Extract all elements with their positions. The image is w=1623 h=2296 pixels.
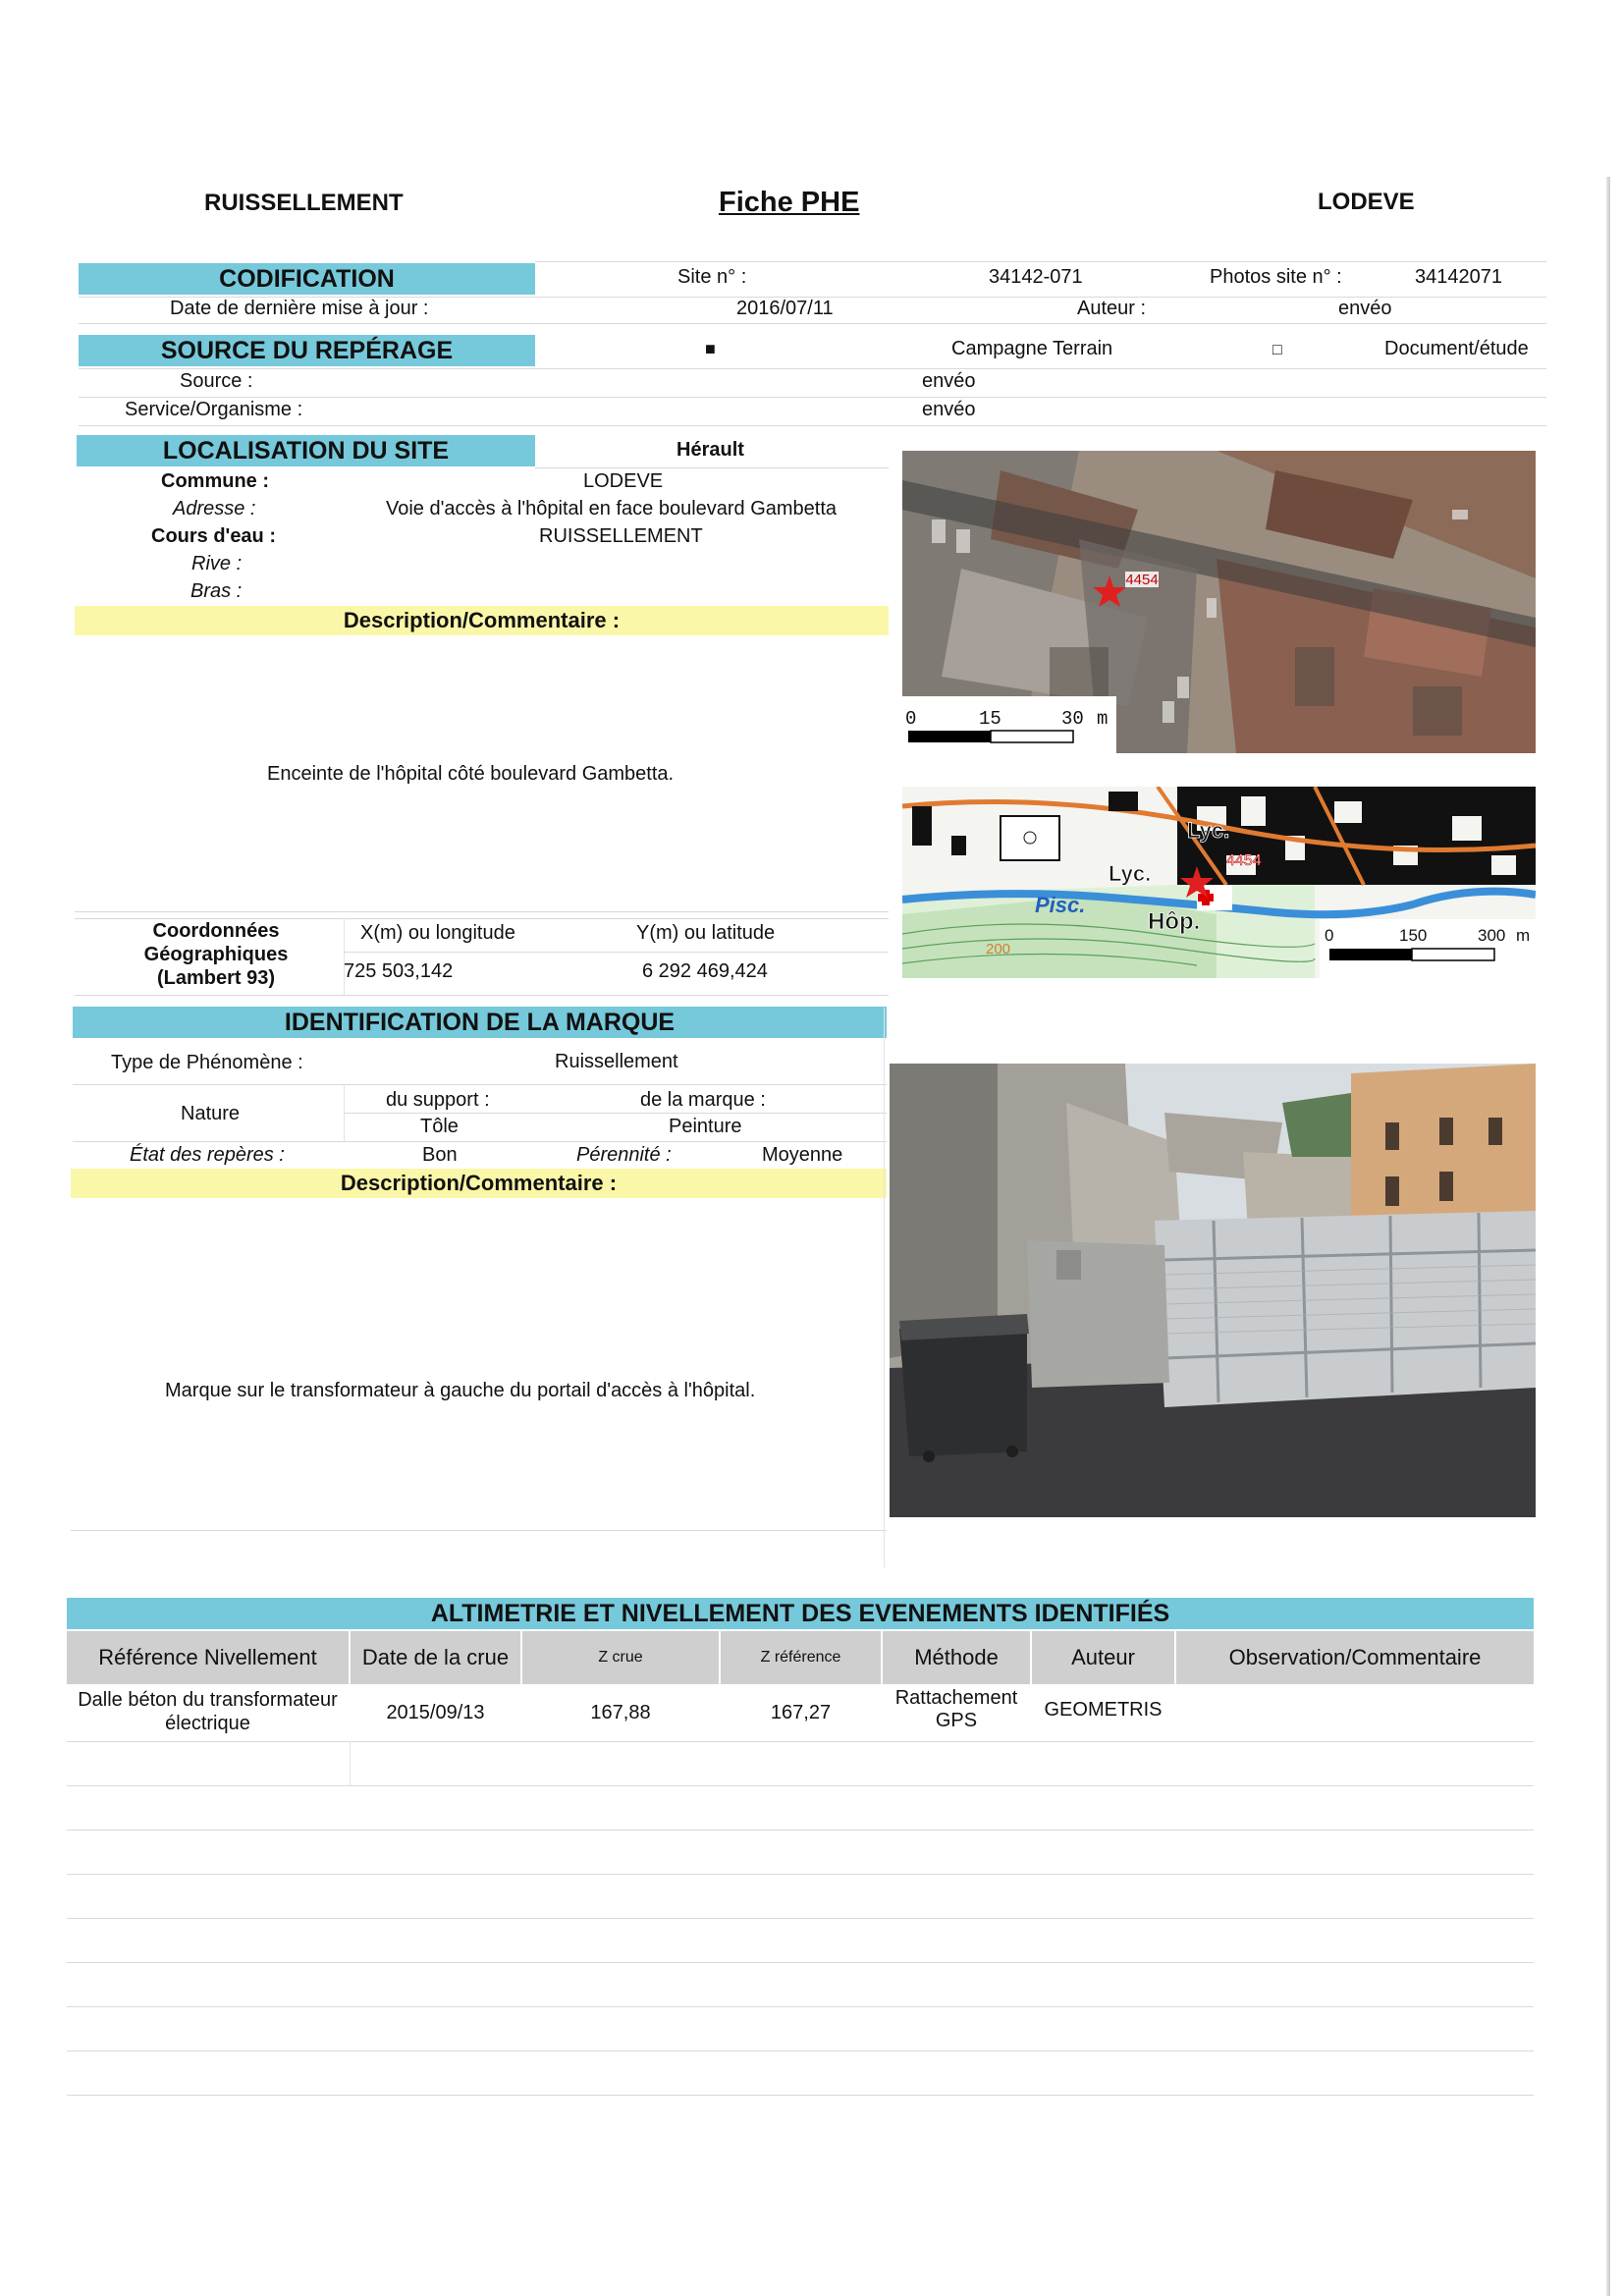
header-observation: Observation/Commentaire (1176, 1631, 1534, 1684)
row-auteur: GEOMETRIS (1044, 1699, 1163, 1721)
page-title: Fiche PHE (719, 187, 860, 218)
header-z-crue: Z crue (522, 1631, 719, 1684)
topo-scale-300: 300 (1478, 926, 1506, 945)
row-z-crue: 167,88 (590, 1702, 651, 1723)
perennite-value: Moyenne (762, 1144, 843, 1166)
perennite-label: Pérennité : (576, 1144, 672, 1166)
site-number-label: Site n° : (677, 266, 747, 288)
aerial-marker-label: 4454 (1125, 572, 1159, 588)
aerial-scale-0: 0 (905, 708, 917, 730)
topo-label-contour-200: 200 (986, 941, 1011, 957)
marque-nature-label: de la marque : (640, 1089, 766, 1111)
aerial-scale-unit: m (1097, 708, 1109, 730)
aerial-scale-15: 15 (979, 708, 1001, 730)
document-etude-label: Document/étude (1384, 338, 1529, 359)
cours-eau-value: RUISSELLEMENT (539, 525, 703, 547)
phenomenon-type-header: RUISSELLEMENT (204, 190, 404, 216)
row-reference-line2: électrique (165, 1713, 250, 1734)
commune-label: Commune : (161, 470, 269, 492)
codification-title: CODIFICATION (79, 263, 535, 295)
campaign-checkbox-checked: ■ (705, 339, 716, 358)
source-label: Source : (180, 370, 253, 392)
topo-scale-150: 150 (1399, 926, 1428, 945)
cours-eau-label: Cours d'eau : (151, 525, 276, 547)
service-value: envéo (922, 399, 976, 420)
y-latitude-label: Y(m) ou latitude (636, 922, 776, 944)
topo-marker-label: 4454 (1226, 852, 1262, 869)
header-reference: Référence Nivellement (67, 1631, 349, 1684)
row-date-crue: 2015/09/13 (386, 1702, 485, 1723)
source-value: envéo (922, 370, 976, 392)
aerial-scale-30: 30 (1061, 708, 1084, 730)
service-label: Service/Organisme : (125, 399, 303, 420)
topo-label-lyc-2: Lyc. (1109, 861, 1152, 886)
author-value: envéo (1338, 298, 1392, 319)
localisation-description-title: Description/Commentaire : (75, 606, 889, 635)
adresse-label: Adresse : (173, 498, 256, 519)
scan-edge-shadow (1606, 177, 1610, 2296)
header-methode: Méthode (883, 1631, 1030, 1684)
marque-nature-value: Peinture (669, 1116, 742, 1137)
marque-description-text: Marque sur le transformateur à gauche du portail d'accès à l'hôpital. (165, 1380, 756, 1401)
etat-reperes-label: État des repères : (130, 1144, 285, 1166)
adresse-value: Voie d'accès à l'hôpital en face boulevard Gambetta (386, 498, 838, 519)
header-auteur: Auteur (1032, 1631, 1174, 1684)
header-date-crue: Date de la crue (351, 1631, 520, 1684)
coordinates-label-line2: Géographiques (143, 944, 289, 965)
localisation-title: LOCALISATION DU SITE (77, 435, 535, 466)
support-value: Tôle (420, 1116, 459, 1137)
row-z-reference: 167,27 (770, 1702, 832, 1723)
x-longitude-value: 725 503,142 (344, 960, 454, 982)
header-z-reference: Z référence (721, 1631, 881, 1684)
commune-value: LODEVE (583, 470, 664, 492)
topo-label-hop: Hôp. (1148, 908, 1201, 935)
coordinates-label-line3: (Lambert 93) (156, 967, 276, 989)
topo-scale-0: 0 (1325, 926, 1334, 945)
departement-value: Hérault (676, 439, 744, 461)
bras-label: Bras : (190, 580, 243, 602)
commune-header: LODEVE (1318, 189, 1415, 215)
rive-label: Rive : (191, 553, 243, 574)
source-title: SOURCE DU REPÉRAGE (79, 335, 535, 366)
topographic-map (902, 787, 1536, 978)
topo-label-lyc-1: Lyc. (1187, 818, 1230, 843)
phenomene-type-value: Ruissellement (555, 1051, 678, 1072)
marque-description-title: Description/Commentaire : (71, 1169, 887, 1198)
update-date-label: Date de dernière mise à jour : (170, 298, 429, 319)
support-label: du support : (386, 1089, 490, 1111)
x-longitude-label: X(m) ou longitude (360, 922, 515, 944)
aerial-photo (902, 451, 1536, 753)
update-date-value: 2016/07/11 (736, 298, 834, 319)
site-number-value: 34142-071 (989, 266, 1083, 288)
row-reference-line1: Dalle béton du transformateur (78, 1689, 338, 1711)
phenomene-type-label: Type de Phénomène : (111, 1052, 303, 1073)
topo-label-pisc: Pisc. (1035, 893, 1086, 917)
nature-label: Nature (181, 1103, 241, 1124)
row-methode-line1: Rattachement (894, 1687, 1018, 1709)
photos-number-value: 34142071 (1415, 266, 1502, 288)
marque-title: IDENTIFICATION DE LA MARQUE (73, 1007, 887, 1038)
altimetrie-title: ALTIMETRIE ET NIVELLEMENT DES EVENEMENTS IDENTIFIÉS (67, 1598, 1534, 1629)
localisation-description-text: Enceinte de l'hôpital côté boulevard Gambetta. (267, 763, 675, 785)
etat-reperes-value: Bon (422, 1144, 458, 1166)
coordinates-label-line1: Coordonnées (152, 920, 280, 942)
campaign-terrain-label: Campagne Terrain (951, 338, 1113, 359)
topo-scale-unit: m (1516, 926, 1531, 945)
author-label: Auteur : (1077, 298, 1147, 319)
site-photo (890, 1064, 1536, 1517)
row-methode-line2: GPS (935, 1710, 978, 1731)
y-latitude-value: 6 292 469,424 (642, 960, 768, 982)
document-checkbox-unchecked: □ (1272, 342, 1282, 358)
photos-number-label: Photos site n° : (1210, 266, 1342, 288)
